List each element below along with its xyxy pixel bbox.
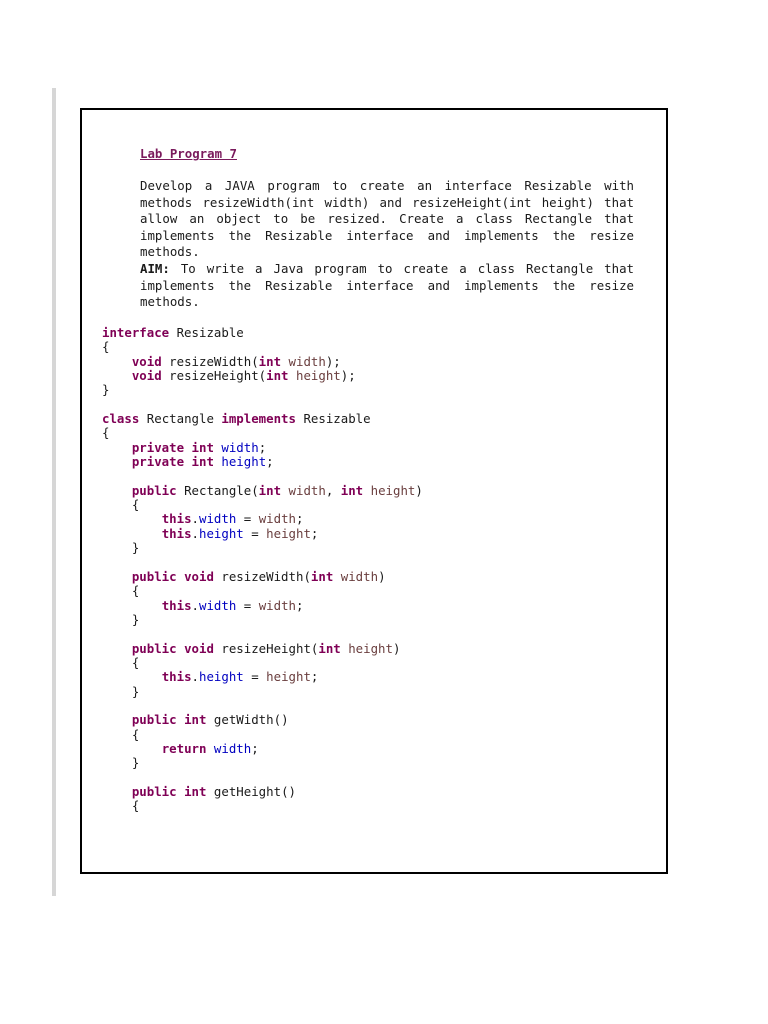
code-text: ) — [378, 568, 386, 584]
code-line — [102, 398, 423, 412]
code-parameter: width — [288, 353, 326, 369]
code-text: ) — [415, 482, 423, 498]
code-line — [102, 584, 423, 598]
code-text: } — [102, 683, 140, 699]
code-text: ; — [310, 525, 319, 541]
code-line — [102, 527, 423, 541]
code-keyword: int — [340, 482, 364, 498]
code-text: ); — [325, 353, 341, 369]
code-keyword: int — [191, 454, 214, 470]
code-parameter: height — [266, 669, 311, 685]
code-text: , — [325, 482, 341, 498]
code-field: height — [199, 525, 244, 541]
code-parameter: width — [258, 511, 297, 527]
code-text: getHeight() — [206, 784, 296, 799]
code-keyword: private — [131, 454, 185, 470]
code-line — [102, 699, 423, 713]
code-text: } — [102, 755, 140, 771]
code-field: width — [199, 597, 237, 613]
code-parameter: width — [288, 482, 326, 498]
code-text: Rectangle( — [176, 482, 259, 498]
code-line — [102, 340, 423, 354]
code-keyword: return — [161, 740, 207, 756]
code-line — [102, 670, 423, 684]
code-keyword: int — [258, 482, 282, 498]
code-keyword: this — [161, 525, 192, 541]
code-keyword: private — [131, 439, 185, 455]
code-text: ); — [340, 368, 356, 384]
code-text: = — [236, 597, 259, 613]
code-parameter: height — [266, 525, 311, 541]
code-line — [102, 512, 423, 526]
code-line — [102, 383, 423, 397]
code-text: Resizable — [295, 411, 371, 427]
left-margin-rule — [52, 88, 56, 896]
code-text: = — [236, 511, 259, 527]
code-line — [102, 469, 423, 483]
code-keyword: class — [102, 411, 140, 427]
code-text: } — [102, 540, 140, 556]
code-line — [102, 484, 423, 498]
code-keyword: this — [161, 511, 192, 527]
code-text — [177, 784, 184, 799]
code-text: resizeWidth( — [161, 353, 259, 369]
code-text — [177, 641, 184, 656]
code-line — [102, 455, 423, 469]
code-keyword: void — [131, 368, 162, 384]
code-keyword: int — [184, 712, 207, 728]
code-line — [102, 326, 423, 340]
code-line — [102, 685, 423, 699]
code-line — [102, 599, 423, 613]
code-line — [102, 742, 423, 756]
code-text: { — [102, 425, 110, 441]
aim-paragraph — [140, 261, 634, 311]
code-text — [206, 741, 213, 756]
code-field: height — [199, 669, 244, 685]
code-line — [102, 498, 423, 512]
code-line — [102, 369, 423, 383]
code-text: { — [102, 726, 140, 742]
code-text: } — [102, 382, 110, 398]
code-line — [102, 785, 423, 799]
code-field: width — [199, 511, 237, 527]
code-line — [102, 627, 423, 641]
code-text: getWidth() — [206, 712, 289, 728]
code-parameter: height — [295, 368, 341, 384]
code-text: ; — [310, 669, 319, 685]
code-text: ; — [251, 740, 259, 756]
code-field: width — [221, 439, 259, 455]
code-text — [102, 784, 132, 799]
document-frame — [80, 108, 668, 874]
code-line — [102, 570, 423, 584]
code-line — [102, 613, 423, 627]
code-text — [177, 569, 184, 584]
code-text: . — [191, 511, 199, 527]
code-keyword: interface — [102, 325, 170, 340]
code-text — [102, 454, 132, 469]
code-keyword: public — [131, 640, 177, 656]
code-keyword: int — [318, 640, 341, 656]
code-line — [102, 799, 423, 813]
code-text: resizeHeight( — [213, 640, 319, 656]
code-keyword: this — [161, 669, 192, 685]
code-line — [102, 355, 423, 369]
lab-title: Lab Program 7 — [140, 146, 237, 161]
code-text — [363, 483, 370, 498]
code-text — [102, 569, 132, 584]
code-text — [177, 712, 184, 727]
code-text — [184, 454, 191, 469]
code-text: { — [102, 497, 140, 513]
code-keyword: int — [310, 568, 334, 584]
code-text — [102, 641, 132, 656]
code-text: { — [102, 339, 110, 355]
code-line — [102, 771, 423, 785]
code-parameter: width — [340, 568, 379, 584]
code-parameter: width — [258, 597, 297, 613]
code-text — [184, 440, 191, 455]
code-line — [102, 756, 423, 770]
code-text: ; — [296, 511, 304, 527]
code-text: . — [191, 597, 199, 613]
code-text — [281, 354, 288, 369]
code-line — [102, 426, 423, 440]
code-text — [102, 440, 132, 455]
aim-text: To write a Java program to create a class Rectangle that implements the Resizable interface and implements the resize methods. — [140, 261, 634, 310]
code-text — [102, 368, 132, 383]
code-text: { — [102, 583, 140, 599]
code-text: . — [191, 669, 199, 685]
code-line — [102, 556, 423, 570]
code-text: ; — [296, 597, 304, 613]
code-keyword: int — [258, 353, 282, 369]
code-text: Resizable — [169, 325, 244, 340]
code-text — [102, 483, 132, 498]
code-text — [102, 598, 162, 613]
code-text — [102, 511, 162, 526]
code-text — [102, 526, 162, 541]
code-line — [102, 541, 423, 555]
code-keyword: int — [184, 784, 207, 799]
code-line — [102, 441, 423, 455]
code-keyword: public — [131, 568, 177, 584]
code-keyword: this — [161, 597, 192, 613]
code-keyword: int — [266, 368, 289, 384]
aim-label: AIM: — [140, 261, 170, 276]
problem-description: Develop a JAVA program to create an interface Resizable with methods resizeWidth(int width) and resizeHeight(int height) that allow an object to be resized. Create a class Rectangle that implements the Resizable interface and implements the resize methods. — [140, 178, 634, 260]
code-text: ) — [392, 640, 401, 656]
code-text — [281, 483, 288, 498]
code-text — [102, 712, 132, 727]
code-keyword: public — [131, 482, 177, 498]
code-line — [102, 412, 423, 426]
code-line — [102, 728, 423, 742]
code-text — [102, 669, 162, 684]
code-keyword: public — [131, 712, 177, 728]
code-text: . — [191, 525, 199, 541]
code-line — [102, 713, 423, 727]
code-text: resizeHeight( — [161, 368, 267, 384]
code-text: resizeWidth( — [213, 568, 311, 584]
code-field: width — [213, 740, 252, 756]
code-keyword: int — [191, 439, 214, 455]
code-keyword: void — [184, 568, 214, 584]
code-parameter: height — [348, 640, 393, 656]
code-listing — [102, 326, 423, 814]
code-text: ; — [266, 454, 274, 470]
code-text: } — [102, 611, 140, 627]
code-text: Rectangle — [139, 411, 222, 427]
code-keyword: void — [184, 640, 214, 656]
code-parameter: height — [370, 482, 416, 498]
code-text — [289, 368, 296, 383]
code-text: { — [102, 654, 140, 670]
code-keyword: public — [131, 784, 177, 799]
code-text: = — [243, 669, 267, 685]
code-text: { — [102, 798, 140, 814]
code-text: ; — [258, 439, 267, 455]
code-text: = — [243, 525, 267, 541]
code-field: height — [221, 454, 267, 470]
code-text — [102, 741, 162, 756]
code-text — [102, 354, 132, 369]
code-keyword: void — [131, 353, 162, 369]
code-line — [102, 656, 423, 670]
code-keyword: implements — [221, 411, 296, 427]
code-text — [333, 569, 340, 584]
code-line — [102, 642, 423, 656]
